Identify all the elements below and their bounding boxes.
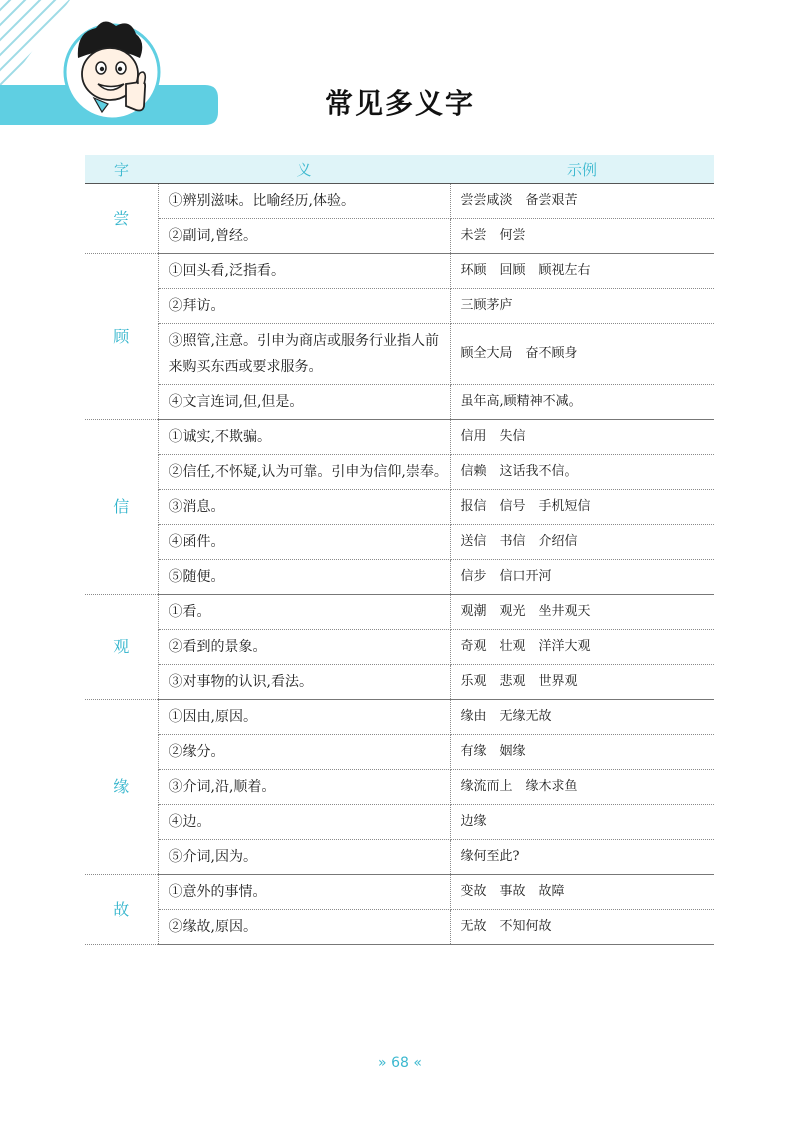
table-row [85, 665, 714, 700]
page-number-value: 68 [391, 1055, 409, 1071]
meaning-cell: ②看到的景象。 [158, 630, 450, 665]
table-row [85, 735, 714, 770]
table-row [85, 455, 714, 490]
chevron-left-icon: « [413, 1055, 422, 1071]
example-cell: 变故 事故 故障 [450, 875, 714, 910]
meaning-cell: ③对事物的认识,看法。 [158, 665, 450, 700]
example-cell: 有缘 姻缘 [450, 735, 714, 770]
table-row [85, 840, 714, 875]
meaning-cell: ②缘故,原因。 [158, 910, 450, 945]
example-cell: 乐观 悲观 世界观 [450, 665, 714, 700]
polysemy-table [85, 155, 714, 945]
table-row [85, 289, 714, 324]
table-row [85, 525, 714, 560]
example-cell: 信步 信口开河 [450, 560, 714, 595]
example-cell: 信赖 这话我不信。 [450, 455, 714, 490]
example-cell: 未尝 何尝 [450, 219, 714, 254]
table-row [85, 490, 714, 525]
char-cell: 信 [85, 420, 158, 595]
table-row [85, 910, 714, 945]
example-cell: 无故 不知何故 [450, 910, 714, 945]
example-cell: 观潮 观光 坐井观天 [450, 595, 714, 630]
table-row [85, 595, 714, 630]
header-char: 字 [85, 155, 158, 184]
table-row [85, 875, 714, 910]
example-cell: 报信 信号 手机短信 [450, 490, 714, 525]
meaning-cell: ①回头看,泛指看。 [158, 254, 450, 289]
header-meaning: 义 [158, 155, 450, 184]
table-row [85, 770, 714, 805]
example-cell: 虽年高,顾精神不减。 [450, 385, 714, 420]
meaning-cell: ②缘分。 [158, 735, 450, 770]
meaning-cell: ②信任,不怀疑,认为可靠。引申为信仰,崇奉。 [158, 455, 450, 490]
meaning-cell: ②拜访。 [158, 289, 450, 324]
table-header-row [85, 155, 714, 184]
header-example: 示例 [450, 155, 714, 184]
meaning-cell: ①诚实,不欺骗。 [158, 420, 450, 455]
chevron-right-icon: » [378, 1055, 387, 1071]
meaning-cell: ②副词,曾经。 [158, 219, 450, 254]
meaning-cell: ④边。 [158, 805, 450, 840]
table-row [85, 385, 714, 420]
meaning-cell: ④函件。 [158, 525, 450, 560]
meaning-cell: ①因由,原因。 [158, 700, 450, 735]
table-row [85, 219, 714, 254]
example-cell: 边缘 [450, 805, 714, 840]
table-row [85, 184, 714, 219]
char-cell: 故 [85, 875, 158, 945]
example-cell: 三顾茅庐 [450, 289, 714, 324]
char-cell: 尝 [85, 184, 158, 254]
meaning-cell: ①意外的事情。 [158, 875, 450, 910]
meaning-cell: ④文言连词,但,但是。 [158, 385, 450, 420]
example-cell: 缘由 无缘无故 [450, 700, 714, 735]
example-cell: 信用 失信 [450, 420, 714, 455]
table-row [85, 254, 714, 289]
page-number [0, 1055, 800, 1071]
example-cell: 顾全大局 奋不顾身 [450, 324, 714, 385]
table-row [85, 805, 714, 840]
meaning-cell: ③照管,注意。引申为商店或服务行业指人前来购买东西或要求服务。 [158, 324, 450, 385]
example-cell: 尝尝咸淡 备尝艰苦 [450, 184, 714, 219]
meaning-cell: ⑤介词,因为。 [158, 840, 450, 875]
meaning-cell: ③介词,沿,顺着。 [158, 770, 450, 805]
page-title: 常见多义字 [324, 87, 475, 120]
example-cell: 缘何至此? [450, 840, 714, 875]
char-cell: 顾 [85, 254, 158, 420]
example-cell: 缘流而上 缘木求鱼 [450, 770, 714, 805]
meaning-cell: ①看。 [158, 595, 450, 630]
table-row [85, 560, 714, 595]
table-row [85, 630, 714, 665]
char-cell: 缘 [85, 700, 158, 875]
meaning-cell: ③消息。 [158, 490, 450, 525]
table-row [85, 420, 714, 455]
meaning-cell: ①辨别滋味。比喻经历,体验。 [158, 184, 450, 219]
example-cell: 奇观 壮观 洋洋大观 [450, 630, 714, 665]
example-cell: 环顾 回顾 顾视左右 [450, 254, 714, 289]
meaning-cell: ⑤随便。 [158, 560, 450, 595]
example-cell: 送信 书信 介绍信 [450, 525, 714, 560]
table-row [85, 324, 714, 385]
table-row [85, 700, 714, 735]
char-cell: 观 [85, 595, 158, 700]
